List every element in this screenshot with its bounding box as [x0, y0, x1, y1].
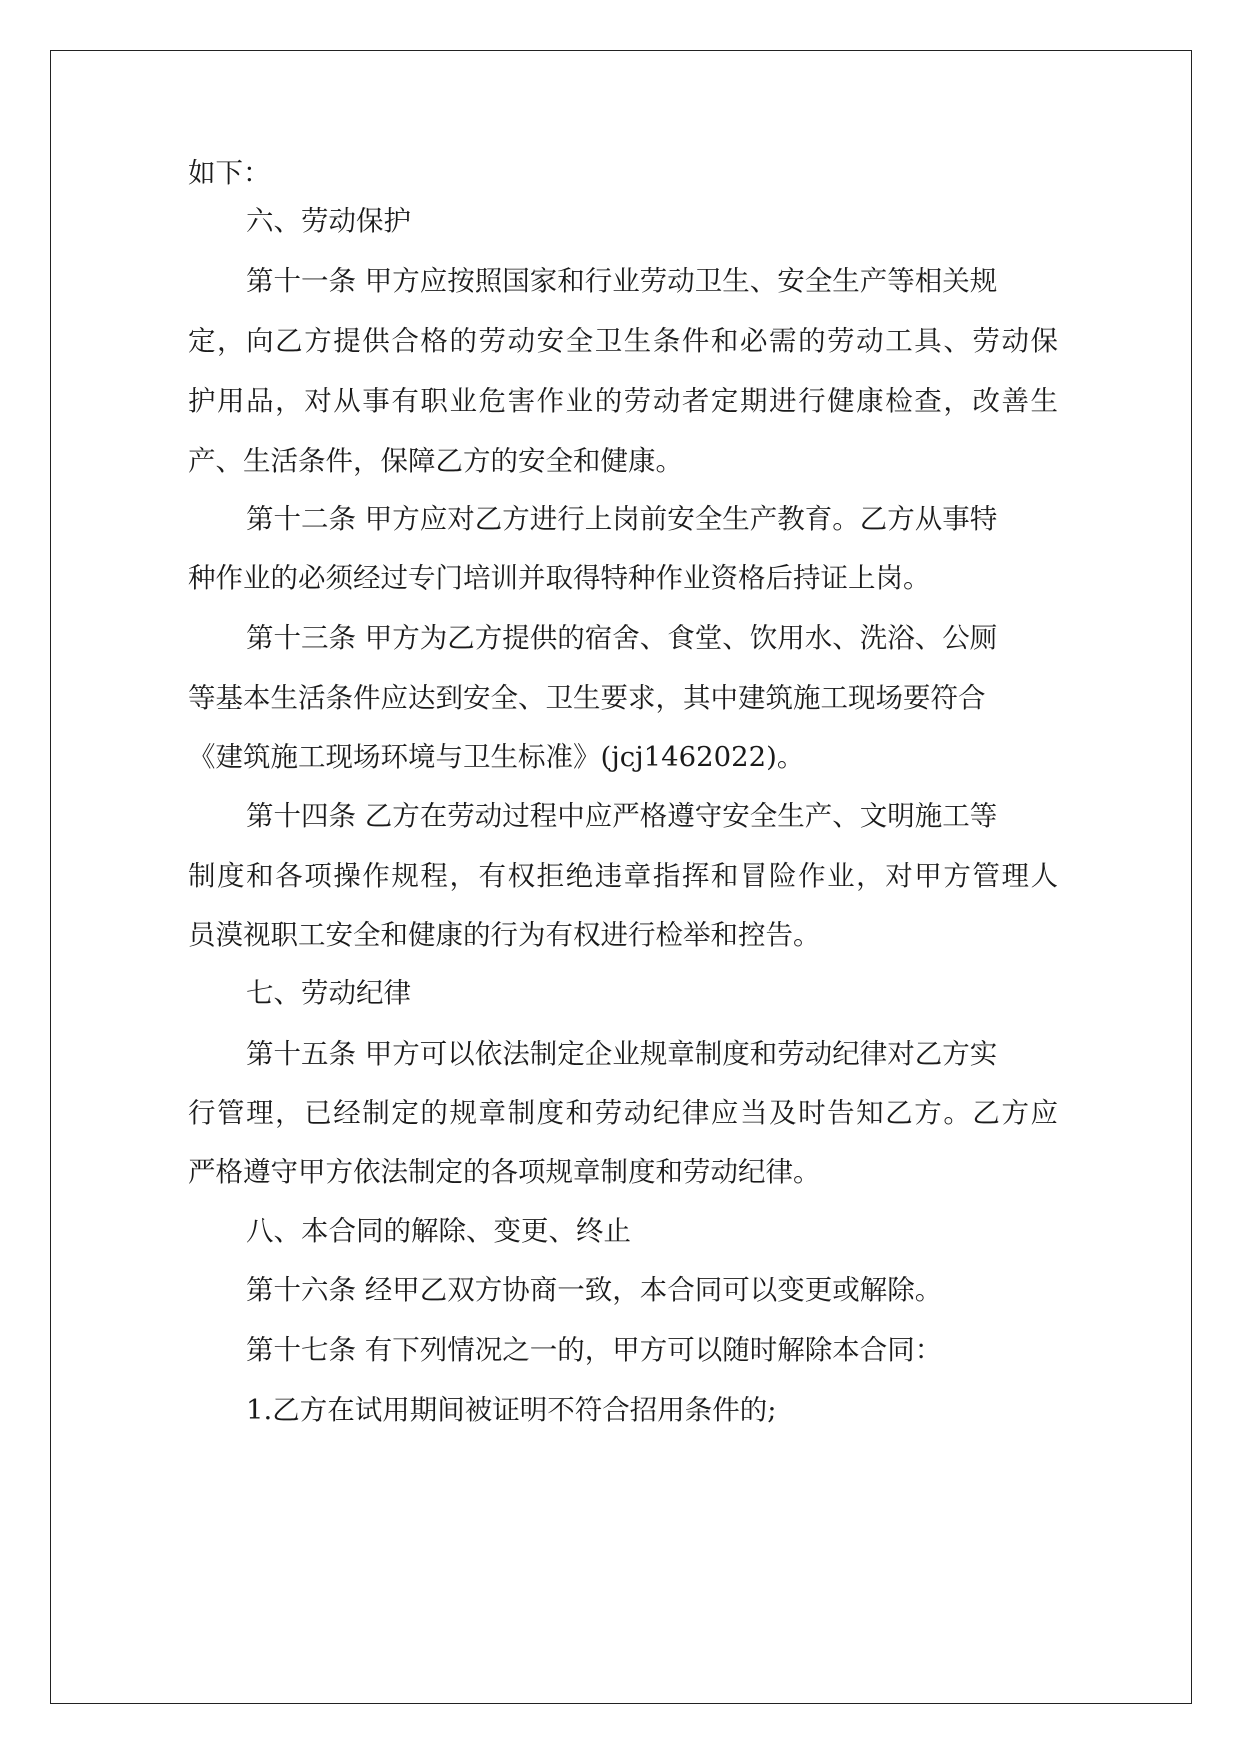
text-line: 如下： — [188, 157, 271, 189]
article-15: 第十五条 甲方可以依法制定企业规章制度和劳动纪律对乙方实 — [246, 1038, 998, 1070]
article-11: 第十一条 甲方应按照国家和行业劳动卫生、安全生产等相关规 — [246, 265, 998, 297]
text-line: 员漠视职工安全和健康的行为有权进行检举和控告。 — [188, 919, 821, 951]
text-line: 行管理，已经制定的规章制度和劳动纪律应当及时告知乙方。乙方应 — [188, 1097, 1058, 1129]
text-line: 护用品，对从事有职业危害作业的劳动者定期进行健康检查，改善生 — [188, 385, 1058, 417]
article-16: 第十六条 经甲乙双方协商一致，本合同可以变更或解除。 — [246, 1274, 943, 1306]
article-14: 第十四条 乙方在劳动过程中应严格遵守安全生产、文明施工等 — [246, 800, 998, 832]
text-line: 严格遵守甲方依法制定的各项规章制度和劳动纪律。 — [188, 1156, 821, 1188]
text-line: 定，向乙方提供合格的劳动安全卫生条件和必需的劳动工具、劳动保 — [188, 325, 1058, 357]
text-line: 产、生活条件，保障乙方的安全和健康。 — [188, 445, 683, 477]
text-line: 等基本生活条件应达到安全、卫生要求，其中建筑施工现场要符合 — [188, 682, 986, 714]
article-17: 第十七条 有下列情况之一的，甲方可以随时解除本合同： — [246, 1334, 943, 1366]
list-item: 1.乙方在试用期间被证明不符合招用条件的; — [246, 1394, 777, 1426]
text-line: 制度和各项操作规程，有权拒绝违章指挥和冒险作业，对甲方管理人 — [188, 860, 1058, 892]
text-line: 《建筑施工现场环境与卫生标准》(jcj1462022)。 — [188, 741, 805, 773]
article-13: 第十三条 甲方为乙方提供的宿舍、食堂、饮用水、洗浴、公厕 — [246, 622, 998, 654]
article-12: 第十二条 甲方应对乙方进行上岗前安全生产教育。乙方从事特 — [246, 503, 998, 535]
text-line: 种作业的必须经过专门培训并取得特种作业资格后持证上岗。 — [188, 562, 931, 594]
section-heading: 六、劳动保护 — [246, 205, 411, 237]
section-heading: 八、本合同的解除、变更、终止 — [246, 1215, 631, 1247]
section-heading: 七、劳动纪律 — [246, 977, 411, 1009]
